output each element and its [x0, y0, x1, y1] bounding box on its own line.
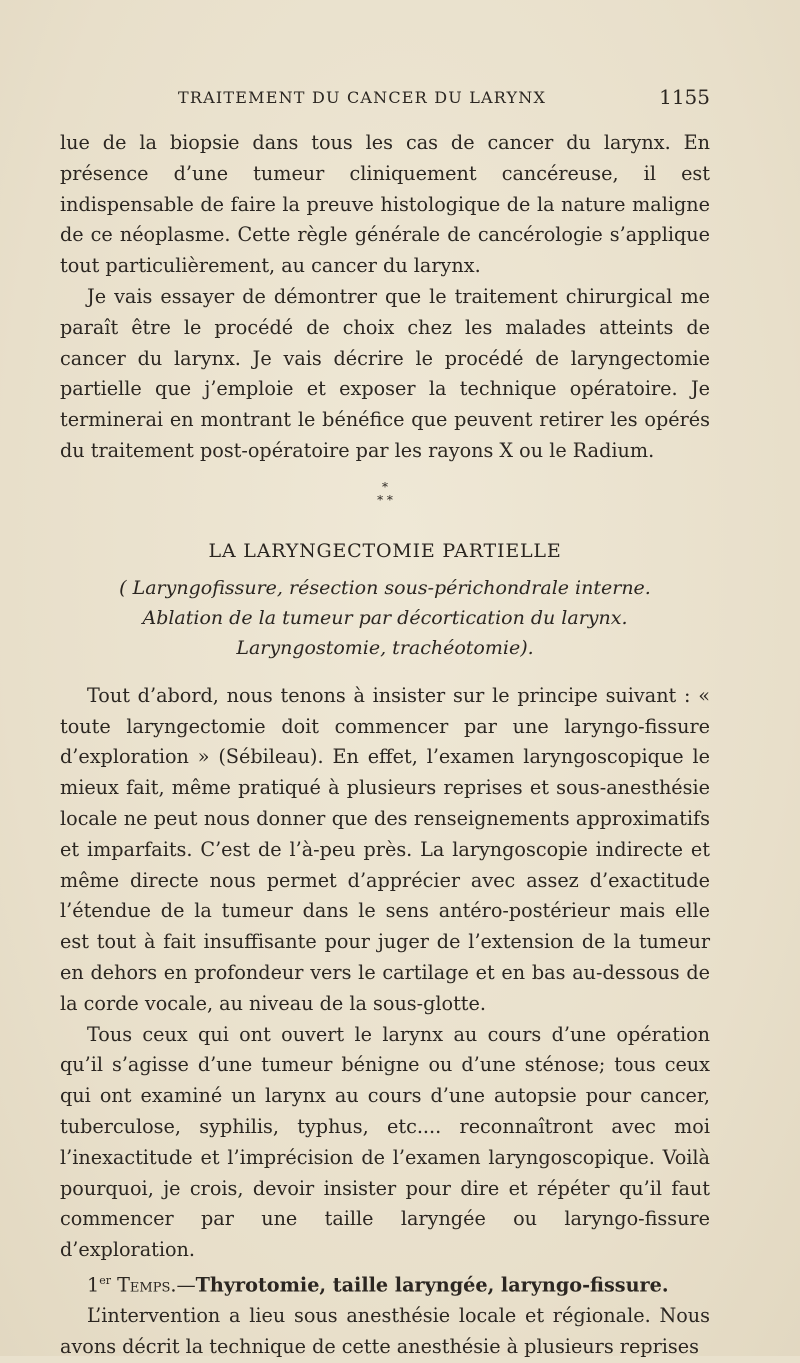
section-subtitle	[60, 573, 710, 663]
subtitle-line-1: ( Laryngofissure, résection sous-périchondrale interne.	[119, 576, 651, 599]
paragraph-examination: Tous ceux qui ont ouvert le larynx au cours d’une opération qu’il s’agisse d’une tumeur bénigne ou d’une sténose; tous ceux qui ont examiné un larynx au cours d’une autopsie pour cancer, tuberculose, syphilis, typhus, etc.... reconnaîtront avec moi l’inexactitude et l’imprécision de l’examen laryngoscopique. Voilà pourquoi, je crois, devoir insister pour dire et répéter qu’il faut commencer par une taille laryngée ou laryngo-fissure d’exploration.	[60, 1022, 710, 1262]
running-title: TRAITEMENT DU CANCER DU LARYNX	[178, 88, 547, 107]
step-heading	[60, 1266, 710, 1301]
paragraph-continuation: lue de la biopsie dans tous les cas de cancer du larynx. En présence d’une tumeur cliniquement cancéreuse, il est indispensable de faire la preuve histologique de la nature maligne de ce néoplasme. Cette règle générale de cancérologie s’applique tout particulièrement, au cancer du larynx.	[60, 131, 710, 278]
body-text	[60, 128, 710, 1363]
asterism-top: *	[382, 479, 388, 494]
page-number: 1155	[659, 85, 710, 109]
section-title: LA LARYNGECTOMIE PARTIELLE	[208, 539, 562, 562]
paragraph-anesthesia: L’intervention a lieu sous anesthésie locale et régionale. Nous avons décrit la technique de cette anesthésie à plusieurs reprises	[60, 1304, 710, 1358]
asterism-divider	[60, 481, 710, 507]
asterism-bottom: * *	[377, 492, 393, 507]
step-ordinal: er	[99, 1273, 111, 1287]
step-number: 1	[87, 1273, 100, 1297]
subtitle-line-3: Laryngostomie, trachéotomie).	[236, 636, 534, 659]
paragraph-intro: Je vais essayer de démontrer que le traitement chirurgical me paraît être le procédé de choix chez les malades atteints de cancer du larynx. Je vais décrire le procédé de laryngectomie partielle que j’emploie et exposer la technique opératoire. Je terminerai en montrant le bénéfice que peuvent retirer les opérés du traitement post-opératoire par les rayons X ou le Radium.	[60, 284, 710, 462]
paragraph-principle: Tout d’abord, nous tenons à insister sur le principe suivant : « toute laryngectomie doit commencer par une laryngo-fissure d’exploration » (Sébileau). En effet, l’examen laryngoscopique le mieux fait, même pratiqué à plusieurs reprises et sous-anesthésie locale ne peut nous donner que des renseignements approximatifs et imparfaits. C’est de l’à-peu près. La laryngoscopie indirecte et même directe nous permet d’apprécier avec assez d’exactitude l’étendue de la tumeur dans le sens antéro-postérieur mais elle est tout à fait insuffisante pour juger de l’extension de la tumeur en dehors en profondeur vers le cartilage et en bas au-dessous de la corde vocale, au niveau de la sous-glotte.	[60, 683, 710, 1015]
subtitle-line-2: Ablation de la tumeur par décortication du larynx.	[142, 606, 628, 629]
page-header	[60, 85, 710, 118]
step-title: Thyrotomie, taille laryngée, laryngo-fissure.	[195, 1273, 669, 1297]
step-temps: Temps.—	[117, 1273, 196, 1297]
